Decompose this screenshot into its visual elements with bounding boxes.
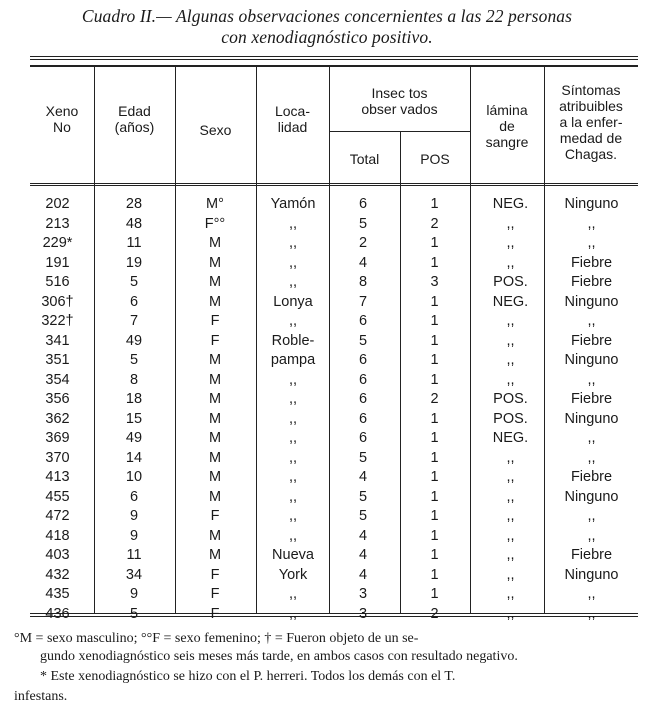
cell-localidad: Nueva [272,547,314,563]
header-sexo: Sexo [199,122,232,138]
cell-total: 4 [358,547,368,563]
cell-edad: 15 [125,410,143,427]
cell-sexo: M [208,410,222,427]
table-row [30,586,638,606]
caption-line-2: con xenodiagnóstico positivo. [221,27,433,47]
caption-line-1: Cuadro II.— Algunas observaciones concernientes a las 22 personas [81,6,573,26]
cell-sexo: F [210,586,220,602]
cell-edad: 9 [129,527,139,544]
cell-sexo: M [208,371,222,388]
top-rule-1 [30,56,638,57]
cell-sexo: M [208,274,222,290]
cell-lamina: ,, [506,254,515,271]
cell-sexo: M [208,235,222,251]
cell-lamina: ,, [506,332,515,349]
cell-edad: 6 [129,293,139,310]
cell-xeno: 418 [45,527,70,544]
cell-xeno: 435 [45,586,70,602]
cell-sexo: F°° [204,215,226,232]
cell-sexo: M [208,352,222,368]
cell-edad: 5 [129,605,139,622]
cell-sintomas: ,, [587,371,596,388]
cell-localidad: ,, [288,391,298,407]
cell-total: 5 [358,332,368,349]
cell-xeno: 370 [45,449,70,466]
header-localidad: Loca- lidad [274,103,311,135]
cell-localidad: ,, [288,449,298,466]
cell-localidad: ,, [288,605,298,622]
cell-pos: 1 [430,196,439,212]
cell-localidad: ,, [288,313,298,329]
cell-total: 8 [358,274,368,290]
cell-total: 6 [358,391,368,407]
cell-total: 3 [358,586,368,602]
cell-xeno: 229* [42,235,73,251]
cell-sintomas: ,, [587,430,596,446]
cell-sintomas: Ninguno [564,488,619,505]
cell-localidad: Lonya [273,293,313,310]
cell-lamina: ,, [506,469,515,485]
header-edad: Edad (años) [114,103,155,135]
cell-pos: 1 [430,469,439,485]
cell-pos: 1 [430,235,439,251]
cell-xeno: 403 [45,547,70,563]
cell-lamina: ,, [506,566,515,583]
cell-lamina: ,, [506,371,515,388]
cell-sexo: M [208,293,222,310]
table-row [30,196,638,216]
cell-localidad: Yamón [270,196,316,212]
footnote-3: * Este xenodiagnóstico se hizo con el P. herreri. Todos los demás con el T. [40,669,456,684]
header-total: Total [349,151,380,167]
cell-sintomas: ,, [587,313,596,329]
table-row [30,372,638,392]
cell-sexo: M [208,488,222,505]
cell-xeno: 356 [45,391,70,407]
cell-localidad: ,, [288,469,298,485]
cell-lamina: POS. [493,391,528,407]
footnote-4: infestans. [14,689,68,704]
cell-localidad: ,, [288,274,298,290]
cell-pos: 2 [430,605,439,622]
cell-pos: 1 [430,254,439,271]
cell-edad: 6 [129,488,139,505]
cell-localidad: York [278,566,308,583]
cell-localidad: ,, [288,527,298,544]
table-row [30,235,638,255]
cell-pos: 2 [430,215,439,232]
cell-pos: 1 [430,293,439,310]
cell-sintomas: ,, [587,527,596,544]
cell-sintomas: Fiebre [570,469,613,485]
cell-sintomas: Fiebre [570,274,613,290]
cell-lamina: ,, [506,586,515,602]
cell-edad: 14 [125,449,143,466]
cell-pos: 1 [430,586,439,602]
cell-lamina: POS. [493,410,528,427]
table-row [30,216,638,236]
cell-localidad: ,, [288,488,298,505]
cell-xeno: 213 [45,215,70,232]
table-row [30,489,638,509]
cell-edad: 34 [125,566,143,583]
cell-total: 6 [358,410,368,427]
cell-total: 6 [358,313,368,329]
cell-lamina: ,, [506,547,515,563]
cell-sexo: M [208,449,222,466]
cell-xeno: 472 [45,508,70,524]
cell-lamina: NEG. [492,196,529,212]
cell-lamina: ,, [506,352,515,368]
cell-sexo: F [210,508,220,524]
cell-edad: 10 [125,469,143,485]
cell-sintomas: Ninguno [564,410,619,427]
cell-pos: 2 [430,391,439,407]
table-row [30,508,638,528]
cell-xeno: 455 [45,488,70,505]
footnote-2: gundo xenodiagnóstico seis meses más tarde, en ambos casos con resultado negativo. [40,649,518,664]
header-bottom-rule [30,183,638,184]
cell-sintomas: Ninguno [564,196,619,212]
table-row [30,255,638,275]
cell-total: 6 [358,430,368,446]
cell-pos: 1 [430,547,439,563]
cell-sintomas: ,, [587,508,596,524]
cell-total: 6 [358,196,368,212]
cell-edad: 28 [125,196,143,212]
top-rule-3 [30,65,638,67]
cell-edad: 11 [126,547,142,563]
cell-sintomas: Fiebre [570,332,613,349]
cell-sintomas: Fiebre [570,391,613,407]
cell-lamina: ,, [506,605,515,622]
cell-sexo: M [208,527,222,544]
table-row [30,547,638,567]
cell-lamina: NEG. [492,293,529,310]
cell-total: 3 [358,605,368,622]
cell-sintomas: Ninguno [564,566,619,583]
cell-sexo: M [208,391,222,407]
cell-pos: 1 [430,352,439,368]
cell-lamina: ,, [506,313,515,329]
cell-edad: 49 [125,332,143,349]
header-sintomas: Síntomas atribuibles a la enfer- medad de Chagas. [559,82,623,162]
table-row [30,411,638,431]
cell-pos: 1 [430,332,439,349]
cell-sexo: M [208,547,222,563]
cell-sexo: F [210,313,220,329]
cell-localidad: ,, [288,410,298,427]
table-row [30,430,638,450]
cell-edad: 18 [125,391,143,407]
cell-xeno: 413 [45,469,70,485]
cell-xeno: 202 [45,196,70,212]
cell-pos: 1 [430,430,439,446]
cell-lamina: ,, [506,235,515,251]
cell-xeno: 436 [45,605,70,622]
cell-sexo: F [210,566,220,583]
cell-xeno: 341 [45,332,70,349]
cell-sintomas: ,, [587,586,596,602]
cell-xeno: 354 [45,371,70,388]
cell-total: 6 [358,352,368,368]
table-row [30,469,638,489]
cell-sexo: M [208,469,222,485]
data-table [30,56,638,622]
cell-xeno: 369 [45,430,70,446]
header-xeno: Xeno No [45,103,79,135]
cell-edad: 9 [129,586,139,602]
cell-total: 5 [358,449,368,466]
cell-sexo: M° [206,196,224,212]
cell-xeno: 191 [45,254,70,271]
cell-edad: 19 [125,254,143,271]
cell-pos: 1 [430,410,439,427]
cell-total: 5 [358,215,368,232]
cell-sintomas: ,, [587,235,596,251]
cell-sintomas: ,, [587,605,596,622]
cell-sintomas: Fiebre [570,254,613,271]
cell-sintomas: ,, [587,215,596,232]
cell-pos: 1 [430,488,439,505]
cell-xeno: 351 [45,352,70,368]
cell-sintomas: ,, [587,449,596,466]
cell-localidad: ,, [288,215,298,232]
cell-pos: 1 [430,313,439,329]
header-lamina: lámina de sangre [485,102,529,150]
cell-lamina: NEG. [492,430,529,446]
table-row [30,391,638,411]
table-row [30,274,638,294]
cell-localidad: ,, [288,371,298,388]
cell-pos: 1 [430,566,439,583]
cell-edad: 7 [129,313,139,329]
cell-edad: 5 [129,274,139,290]
cell-pos: 3 [430,274,439,290]
cell-xeno: 432 [45,566,70,583]
cell-lamina: ,, [506,215,515,232]
cell-lamina: ,, [506,508,515,524]
table-row [30,352,638,372]
cell-xeno: 322† [41,313,74,329]
cell-lamina: ,, [506,449,515,466]
cell-pos: 1 [430,449,439,466]
table-row [30,450,638,470]
cell-localidad: ,, [288,235,298,251]
cell-localidad: ,, [288,586,298,602]
cell-total: 5 [358,488,368,505]
cell-xeno: 516 [45,274,70,290]
cell-total: 4 [358,527,368,544]
header-insectos: Insec tos obser vados [361,85,438,117]
cell-edad: 49 [125,430,143,446]
cell-pos: 1 [430,371,439,388]
header-bottom-rule-2 [30,185,638,186]
cell-localidad: ,, [288,430,298,446]
cell-localidad: Roble- [271,332,315,349]
cell-pos: 1 [430,508,439,524]
cell-xeno: 362 [45,410,70,427]
table-row [30,313,638,333]
cell-sexo: F [210,605,220,622]
cell-edad: 5 [129,352,139,368]
table-caption [12,6,642,48]
cell-sexo: M [208,430,222,446]
cell-sintomas: Fiebre [570,547,613,563]
cell-xeno: 306† [41,293,74,310]
cell-sexo: M [208,254,222,271]
cell-total: 5 [358,508,368,524]
cell-lamina: POS. [493,274,528,290]
cell-sintomas: Ninguno [564,352,619,368]
table-row [30,528,638,548]
cell-total: 2 [358,235,368,251]
cell-lamina: ,, [506,527,515,544]
cell-localidad: ,, [288,508,298,524]
table-row [30,606,638,626]
cell-edad: 48 [125,215,143,232]
cell-localidad: ,, [288,254,298,271]
cell-edad: 9 [129,508,139,524]
cell-total: 6 [358,371,368,388]
cell-localidad: pampa [270,352,316,368]
top-rule-2 [30,59,638,60]
cell-total: 4 [358,566,368,583]
cell-pos: 1 [430,527,439,544]
table-row [30,294,638,314]
table-row [30,567,638,587]
footnote-1: °M = sexo masculino; °°F = sexo femenino; † = Fueron objeto de un se- [14,631,419,646]
cell-total: 4 [358,469,368,485]
cell-sexo: F [210,332,220,349]
table-row [30,333,638,353]
cell-lamina: ,, [506,488,515,505]
header-pos: POS [420,151,450,167]
cell-edad: 11 [126,235,142,251]
cell-total: 4 [358,254,368,271]
cell-sintomas: Ninguno [564,293,619,310]
cell-edad: 8 [129,371,139,388]
cell-total: 7 [358,293,368,310]
